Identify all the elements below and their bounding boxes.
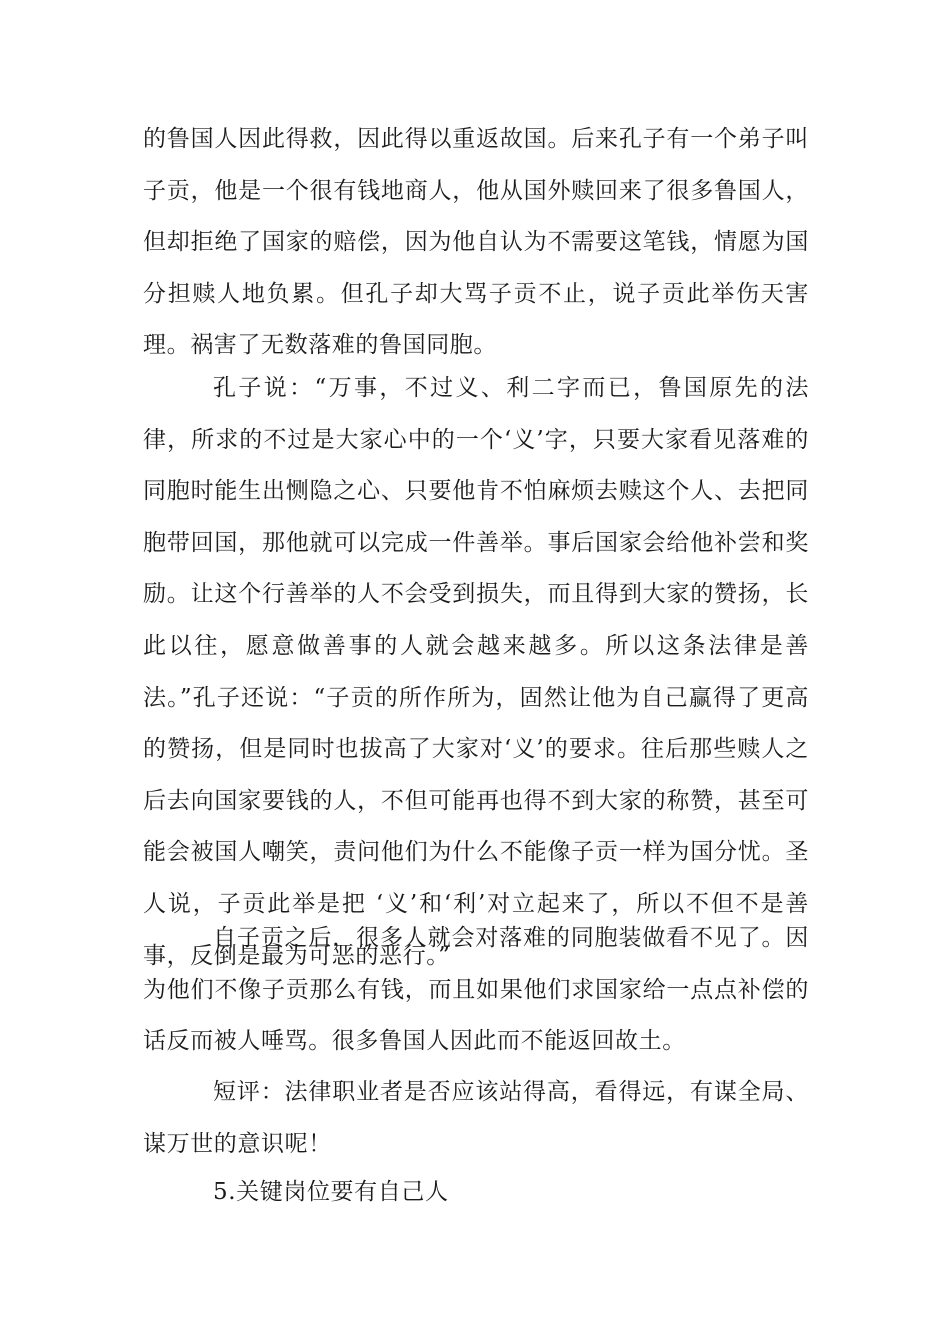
section-heading: 5.关键岗位要有自己人 — [213, 1179, 449, 1205]
paragraph-1: 的鲁国人因此得救，因此得以重返故国。后来孔子有一个弟子叫子贡，他是一个很有钱地商人，他从国外赎回来了很多鲁国人，但却拒绝了国家的赔偿，因为他自认为不需要这笔钱，情愿为国分担赎人地负累。但孔子却大骂子贡不止，说子贡此举伤天害理。祸害了无数落难的鲁国同胞。 — [143, 126, 809, 359]
paragraph-3: 自子贡之后，很多人就会对落难的同胞装做看不见了。因为他们不像子贡那么有钱，而且如果他们求国家给一点点补偿的话反而被人唾骂。很多鲁国人因此而不能返回故土。 — [143, 925, 809, 1055]
paragraph-4-commentary: 短评：法律职业者是否应该站得高，看得远，有谋全局、谋万世的意识呢！ — [143, 1079, 809, 1157]
paragraph-2: 孔子说：“万事，不过义、利二字而已，鲁国原先的法律，所求的不过是大家心中的一个‘义’字，只要大家看见落难的同胞时能生出恻隐之心、只要他肯不怕麻烦去赎这个人、去把同胞带回国，那他就可以完成一件善举。事后国家会给他补尝和奖励。让这个行善举的人不会受到损失，而且得到大家的赞扬，长此以往，愿意做善事的人就会越来越多。所以这条法律是善法。”孔子还说：“子贡的所作所为，固然让他为自己赢得了更高的赞扬，但是同时也拔高了大家对‘义’的要求。往后那些赎人之后去向国家要钱的人，不但可能再也得不到大家的称赞，甚至可能会被国人嘲笑，责问他们为什么不能像子贡一样为国分忧。圣人说，子贡此举是把 ‘义’和‘利’对立起来了，所以不但不是善事，反倒是最为可恶的恶行。” — [143, 375, 809, 969]
